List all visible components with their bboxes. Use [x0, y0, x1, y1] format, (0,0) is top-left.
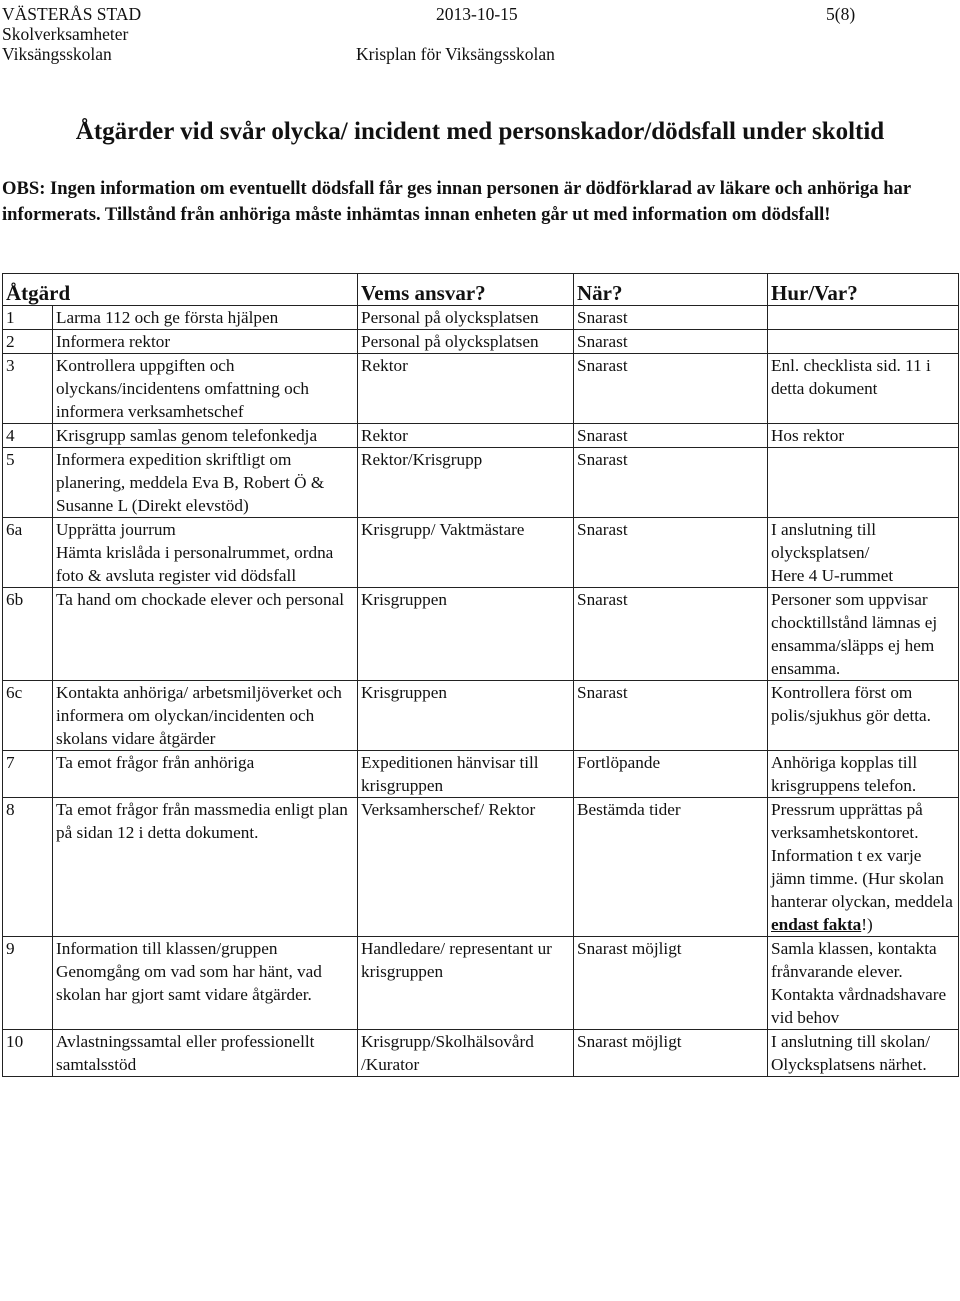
row-responsible: Rektor/Krisgrupp: [358, 448, 574, 518]
row-when: Snarast: [574, 518, 768, 588]
action-table: [2, 273, 959, 1077]
row-number: 6b: [3, 588, 53, 681]
row-when: Snarast: [574, 330, 768, 354]
row-how: Kontrollera först om polis/sjukhus gör detta.: [768, 681, 959, 751]
row-when: Snarast möjligt: [574, 1030, 768, 1077]
row-action: Avlastningssamtal eller professionellt samtalsstöd: [53, 1030, 358, 1077]
table-row: [3, 354, 959, 424]
row-action: Ta emot frågor från massmedia enligt plan på sidan 12 i detta dokument.: [53, 798, 358, 937]
row-how-cell: [768, 518, 959, 588]
table-row: [3, 518, 959, 588]
row-when: Fortlöpande: [574, 751, 768, 798]
row-number: 5: [3, 448, 53, 518]
row-number: 10: [3, 1030, 53, 1077]
table-row: [3, 588, 959, 681]
document-date: 2013-10-15: [436, 4, 518, 24]
row-responsible: Personal på olycksplatsen: [358, 306, 574, 330]
table-row: [3, 306, 959, 330]
row-how: Samla klassen, kontakta frånvarande elever. Kontakta vårdnadshavare vid behov: [768, 937, 959, 1030]
row-when: Bestämda tider: [574, 798, 768, 937]
row-how: Hos rektor: [768, 424, 959, 448]
org-name: VÄSTERÅS STAD: [2, 4, 142, 24]
row-number: 4: [3, 424, 53, 448]
school-name: Viksängsskolan: [2, 44, 112, 64]
row-number: 8: [3, 798, 53, 937]
row-how-emphasis: endast fakta: [771, 915, 862, 934]
row-how-cell: [768, 798, 959, 937]
row-how: I anslutning till olycksplatsen/: [771, 520, 877, 562]
row-when: Snarast: [574, 424, 768, 448]
table-row: [3, 448, 959, 518]
row-responsible: Krisgruppen: [358, 681, 574, 751]
table-row: [3, 330, 959, 354]
row-how: I anslutning till skolan/ Olycksplatsens närhet.: [768, 1030, 959, 1077]
row-number: 1: [3, 306, 53, 330]
table-row: [3, 681, 959, 751]
row-responsible: Rektor: [358, 354, 574, 424]
row-action: Kontakta anhöriga/ arbetsmiljöverket och informera om olyckan/incidenten och skolans vidare åtgärder: [53, 681, 358, 751]
document-title: Krisplan för Viksängsskolan: [356, 44, 555, 64]
header-when: När?: [574, 274, 768, 306]
row-action: Upprätta jourrum: [56, 520, 176, 539]
table-row: [3, 751, 959, 798]
row-when: Snarast: [574, 354, 768, 424]
row-how: [768, 306, 959, 330]
table-row: [3, 798, 959, 937]
row-how: Personer som uppvisar chocktillstånd lämnas ej ensamma/släpps ej hem ensamma.: [768, 588, 959, 681]
row-number: 6a: [3, 518, 53, 588]
row-action-cell: [53, 518, 358, 588]
row-responsible: Expeditionen hänvisar till krisgruppen: [358, 751, 574, 798]
row-action: Ta hand om chockade elever och personal: [53, 588, 358, 681]
table-row: [3, 424, 959, 448]
row-responsible: Krisgruppen: [358, 588, 574, 681]
page-title: Åtgärder vid svår olycka/ incident med personskador/dödsfall under skoltid: [75, 118, 885, 145]
row-how: Pressrum upprättas på verksamhetskontoret. Information t ex varje jämn timme. (Hur skolan hanterar olyckan, meddela: [771, 800, 953, 911]
row-action-detail: Hämta krislåda i personalrummet, ordna foto & avsluta register vid dödsfall: [56, 543, 334, 585]
page-number: 5(8): [826, 4, 856, 24]
row-how: [768, 448, 959, 518]
row-action: Krisgrupp samlas genom telefonkedja: [53, 424, 358, 448]
row-how: Anhöriga kopplas till krisgruppens telefon.: [768, 751, 959, 798]
row-action: Informera expedition skriftligt om planering, meddela Eva B, Robert Ö & Susanne L (Direkt elevstöd): [53, 448, 358, 518]
row-action-detail: Genomgång om vad som har hänt, vad skolan har gjort samt vidare åtgärder.: [56, 962, 322, 1004]
row-how: [768, 330, 959, 354]
table-row: [3, 937, 959, 1030]
row-when: Snarast: [574, 588, 768, 681]
row-responsible: Verksamherschef/ Rektor: [358, 798, 574, 937]
row-action-cell: [53, 937, 358, 1030]
row-how-tail: !): [861, 915, 873, 934]
row-number: 3: [3, 354, 53, 424]
row-action: Larma 112 och ge första hjälpen: [53, 306, 358, 330]
row-action: Kontrollera uppgiften och olyckans/incidentens omfattning och informera verksamhetschef: [53, 354, 358, 424]
table-header-row: [3, 274, 959, 306]
row-responsible: Handledare/ representant ur krisgruppen: [358, 937, 574, 1030]
row-responsible: Personal på olycksplatsen: [358, 330, 574, 354]
row-number: 2: [3, 330, 53, 354]
header-how: Hur/Var?: [768, 274, 959, 306]
row-responsible: Krisgrupp/ Vaktmästare: [358, 518, 574, 588]
row-when: Snarast möjligt: [574, 937, 768, 1030]
row-action: Informera rektor: [53, 330, 358, 354]
row-number: 9: [3, 937, 53, 1030]
row-when: Snarast: [574, 448, 768, 518]
notice-paragraph: OBS: Ingen information om eventuellt dödsfall får ges innan personen är dödförklarad av läkare och anhöriga har informerats. Tillstånd från anhöriga måste inhämtas innan enheten går ut med information om dödsfall!: [2, 178, 911, 225]
row-when: Snarast: [574, 306, 768, 330]
row-number: 6c: [3, 681, 53, 751]
row-how: Enl. checklista sid. 11 i detta dokument: [768, 354, 959, 424]
header-responsible: Vems ansvar?: [358, 274, 574, 306]
row-number: 7: [3, 751, 53, 798]
row-responsible: Krisgrupp/Skolhälsovård /Kurator: [358, 1030, 574, 1077]
row-action: Information till klassen/gruppen: [56, 939, 278, 958]
department-name: Skolverksamheter: [2, 24, 129, 44]
row-how-detail: Here 4 U-rummet: [771, 566, 894, 585]
row-action: Ta emot frågor från anhöriga: [53, 751, 358, 798]
header-action: Åtgärd: [3, 274, 358, 306]
row-when: Snarast: [574, 681, 768, 751]
row-responsible: Rektor: [358, 424, 574, 448]
table-row: [3, 1030, 959, 1077]
